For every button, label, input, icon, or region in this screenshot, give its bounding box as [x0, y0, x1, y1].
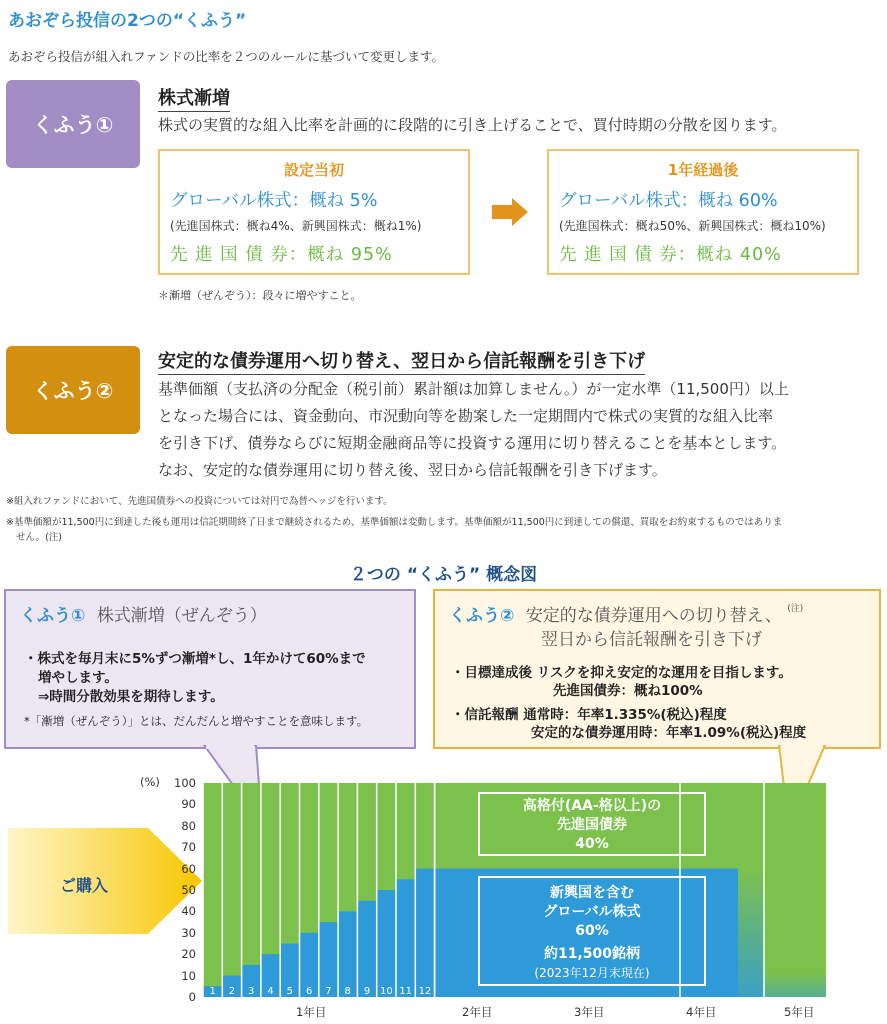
after-bond: 先 進 国 債 券：概ね 40% — [559, 245, 782, 265]
zenzou-note: ＊漸増（ぜんぞう）：段々に増やすこと。 — [158, 289, 362, 302]
y-tick-label: 90 — [181, 797, 196, 812]
month-label: 12 — [418, 986, 432, 997]
y-tick-label: 30 — [181, 925, 196, 940]
bond-label-line: 先進国債券 — [557, 817, 627, 833]
y-tick-label: 40 — [181, 904, 196, 919]
month-label: 1 — [209, 986, 216, 997]
month-label: 11 — [399, 986, 413, 997]
month-label: 6 — [305, 986, 313, 997]
kufu2-line: を引き下げ、債券ならびに短期金融商品等に投資する運用に切り替えることを基本とします。 — [158, 434, 787, 452]
residual-equity-fade — [764, 973, 826, 997]
kufu2-line: なお、安定的な債券運用に切り替え後、翌日から信託報酬を引き下げます。 — [158, 461, 667, 479]
month-label: 3 — [248, 986, 255, 997]
kufu2-heading: 安定的な債券運用へ切り替え、翌日から信託報酬を引き下げ — [158, 347, 645, 375]
month-label: 10 — [379, 986, 393, 997]
y-tick-label: 80 — [181, 818, 196, 833]
kufu1-description: 株式の実質的な組入比率を計画的に段階的に引き上げることで、買付時期の分散を図ります。 — [158, 116, 787, 134]
y-tick-label: 100 — [174, 776, 196, 790]
page-title: あおぞら投信の2つの“くふう” — [8, 11, 247, 31]
equity-bar — [377, 890, 396, 997]
initial-bond: 先 進 国 債 券：概ね 95% — [170, 245, 393, 265]
footnote: せん。(注) — [16, 532, 62, 543]
year-label: 4年目 — [686, 1005, 717, 1019]
y-tick-label: 70 — [181, 840, 196, 855]
after-global-equity: グローバル株式：概ね 60% — [559, 191, 778, 211]
bubble2-heading-note: (注) — [787, 604, 804, 614]
equity-label-box — [478, 876, 706, 986]
kufu1-heading: 株式漸増 — [158, 84, 230, 112]
after-title: 1年経過後 — [667, 161, 739, 179]
bubble2-bullet: ・目標達成後 リスクを抑え安定的な運用を目指します。 — [451, 665, 792, 681]
bubble1-heading-b: 株式漸増（ぜんぞう） — [96, 606, 267, 626]
kufu2-line: 基準価額（支払済の分配金（税引前）累計額は加算しません。）が一定水準（11,500円）以上 — [158, 380, 789, 398]
month-label: 5 — [286, 986, 294, 997]
bond-label-line: 40% — [575, 836, 609, 852]
year-label: 1年目 — [296, 1005, 327, 1019]
equity-bar — [357, 901, 376, 997]
y-tick-label: 50 — [181, 883, 196, 897]
y-tick-label: 0 — [188, 990, 196, 1004]
purchase-label: ご購入 — [60, 876, 109, 895]
intro-text: あおぞら投信が組入れファンドの比率を２つのルールに基づいて変更します。 — [8, 49, 445, 64]
year-label: 2年目 — [462, 1005, 493, 1019]
bubble2-heading-c: 翌日から信託報酬を引き下げ — [541, 630, 762, 650]
y-tick-label: 10 — [181, 968, 196, 983]
bond-label-line: 高格付(AA-格以上)の — [522, 798, 662, 814]
month-label: 9 — [363, 986, 371, 997]
equity-label-line: (2023年12月末現在) — [534, 966, 650, 980]
after-equity-breakdown: (先進国株式：概ね50%、新興国株式：概ね10%) — [559, 219, 826, 233]
bubble1-note: *「漸増（ぜんぞう）」とは、だんだんと増やすことを意味します。 — [24, 714, 369, 728]
year-label: 3年目 — [574, 1005, 605, 1019]
month-label: 4 — [267, 986, 274, 997]
equity-label-line: 60% — [575, 923, 609, 939]
kufu1-badge: くふう① — [6, 80, 140, 168]
bubble1-bullet: 増やします。 — [38, 670, 118, 686]
footnote: ※基準価額が11,500円に到達した後も運用は信託期間終了日まで継続されるため、基準価額は変動します。基準価額が11,500円に到達しての償還、買取をお約束するものではありま — [6, 517, 783, 528]
initial-equity-breakdown: (先進国株式：概ね4%、新興国株式：概ね1%) — [170, 219, 422, 233]
month-label: 2 — [228, 986, 236, 997]
equity-bar — [338, 911, 357, 997]
y-axis-unit: (%) — [140, 775, 160, 789]
initial-title: 設定当初 — [283, 161, 344, 179]
bubble1-heading-a: くふう① — [20, 606, 86, 626]
bubble2-bullet: 安定的な債券運用時：年率1.09%(税込)程度 — [531, 725, 807, 741]
y-tick-label: 60 — [181, 861, 196, 876]
month-label: 8 — [344, 986, 351, 997]
kufu2-badge: くふう② — [6, 346, 140, 434]
initial-global-equity: グローバル株式：概ね 5% — [170, 191, 378, 211]
equity-bar — [415, 869, 434, 997]
bond-label-box — [478, 792, 706, 856]
equity-bar — [396, 879, 415, 997]
bubble2-bullet: ・信託報酬 通常時：年率1.335%(税込)程度 — [451, 707, 727, 723]
equity-transition-fade — [738, 869, 764, 997]
equity-label-line: 約11,500銘柄 — [543, 946, 641, 962]
bubble2-bullet: 先進国債券：概ね100% — [553, 683, 703, 699]
equity-label-line: 新興国を含む — [550, 885, 634, 901]
year-label: 5年目 — [784, 1005, 815, 1019]
diagram-title: ２つの “くふう” 概念図 — [349, 565, 538, 585]
bubble1-bullet: ・株式を毎月末に5%ずつ漸増*し、1年かけて60%まで — [24, 651, 366, 667]
footnote: ※組入れファンドにおいて、先進国債券への投資については対円で為替ヘッジを行います。 — [6, 496, 393, 507]
equity-label-line: グローバル株式 — [543, 904, 641, 920]
bubble2-heading-a: くふう② — [449, 606, 515, 626]
month-label: 7 — [325, 986, 332, 997]
bubble1-bullet: ⇒時間分散効果を期待します。 — [38, 689, 224, 705]
bubble2-heading-b: 安定的な債券運用への切り替え、 — [525, 606, 782, 626]
kufu2-line: となった場合には、資金動向、市況動向等を勘案した一定期間内で株式の実質的な組入比率 — [158, 407, 774, 425]
y-tick-label: 20 — [181, 947, 196, 962]
